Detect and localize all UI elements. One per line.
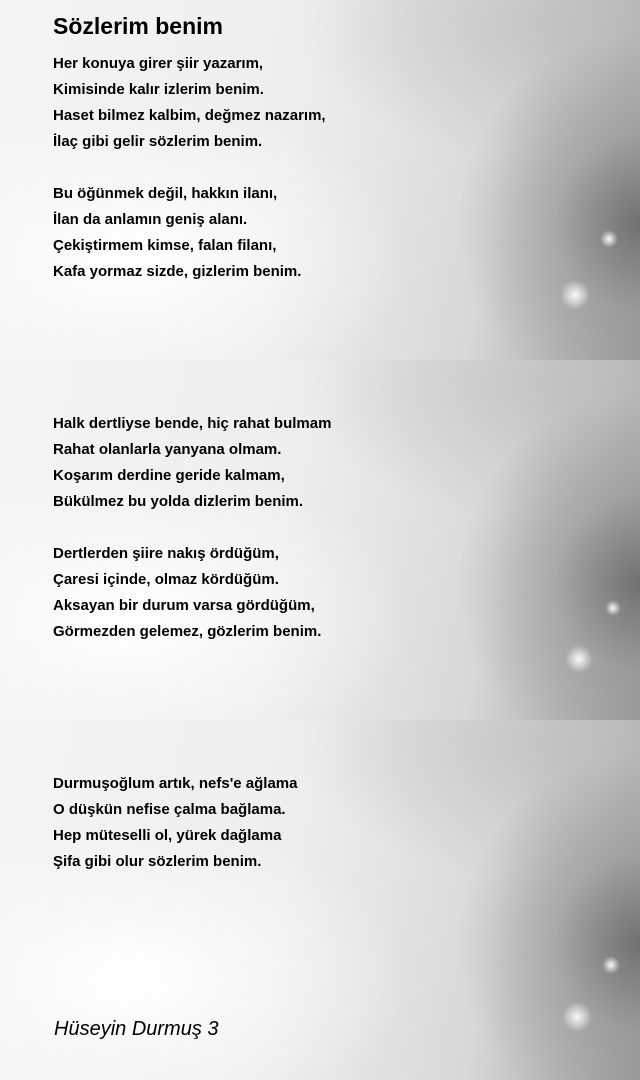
stanza-5	[53, 771, 297, 875]
stanza-4	[53, 541, 321, 645]
poem-author: Hüseyin Durmuş 3	[54, 1018, 219, 1040]
stanza-3	[53, 411, 331, 515]
poem-title: Sözlerim benim	[53, 13, 223, 39]
sparkle-decoration	[560, 280, 590, 310]
sparkle-decoration	[565, 645, 593, 673]
poem-line: Çaresi içinde, olmaz kördüğüm.	[53, 571, 279, 588]
poem-line: Bu öğünmek değil, hakkın ilanı,	[53, 185, 278, 202]
poem-line: Haset bilmez kalbim, değmez nazarım,	[53, 107, 326, 124]
sparkle-decoration	[562, 1002, 592, 1032]
sparkle-decoration	[600, 230, 618, 248]
poem-line: Kimisinde kalır izlerim benim.	[53, 81, 264, 98]
poem-line: Çekiştirmem kimse, falan filanı,	[53, 237, 277, 254]
poem-line: Kafa yormaz sizde, gizlerim benim.	[53, 263, 302, 280]
poem-line: İlaç gibi gelir sözlerim benim.	[53, 133, 263, 150]
poem-line: Dertlerden şiire nakış ördüğüm,	[53, 545, 279, 562]
poem-line: Aksayan bir durum varsa gördüğüm,	[53, 597, 315, 614]
poem-line: İlan da anlamın geniş alanı.	[53, 211, 248, 228]
poem-line: Hep müteselli ol, yürek dağlama	[53, 827, 282, 844]
stanza-2	[53, 181, 301, 285]
poem-line: Şifa gibi olur sözlerim benim.	[53, 853, 262, 870]
poem-line: Halk dertliyse bende, hiç rahat bulmam	[53, 415, 332, 432]
poem-panel-2	[0, 360, 640, 720]
poem-panel-3	[0, 720, 640, 1080]
poem-line: Durmuşoğlum artık, nefs'e ağlama	[53, 775, 298, 792]
poem-line: Koşarım derdine geride kalmam,	[53, 467, 285, 484]
poem-panel-1	[0, 0, 640, 360]
poem-line: O düşkün nefise çalma bağlama.	[53, 801, 286, 818]
poem-line: Görmezden gelemez, gözlerim benim.	[53, 623, 322, 640]
poem-line: Rahat olanlarla yanyana olmam.	[53, 441, 282, 458]
stanza-1	[53, 51, 326, 155]
sparkle-decoration	[602, 956, 620, 974]
poem-line: Her konuya girer şiir yazarım,	[53, 55, 264, 72]
sparkle-decoration	[605, 600, 621, 616]
poem-line: Bükülmez bu yolda dizlerim benim.	[53, 493, 304, 510]
